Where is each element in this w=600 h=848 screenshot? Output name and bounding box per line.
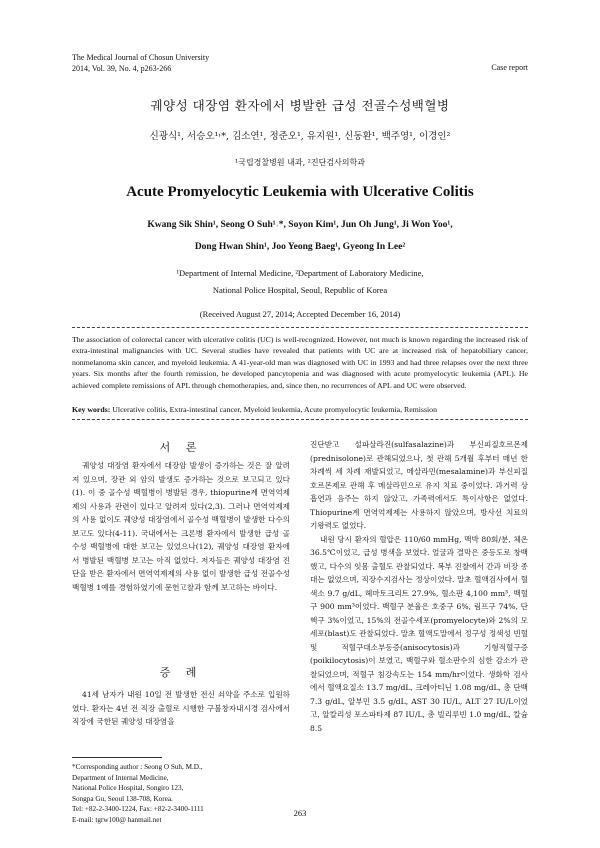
right-column	[310, 438, 528, 735]
case-heading: 증 례	[159, 666, 203, 679]
korean-title: 궤양성 대장염 환자에서 병발한 급성 전골수성백혈병	[150, 98, 450, 113]
english-affiliation-line2: National Police Hospital, Seoul, Republic of Korea	[212, 285, 388, 295]
english-affiliation-line1: ¹Department of Internal Medicine, ²Department of Laboratory Medicine,	[176, 268, 424, 278]
footnote-line: Department of Internal Medicine,	[72, 773, 169, 782]
intro-paragraph: 궤양성 대장염 환자에서 대장암 발생이 증가하는 것은 잘 알려져 있으며, 장관 외 암의 발생도 증가하는 것으로 보고되고 있다(1). 이 중 골수성 백혈병이 병발된 경우, thiopurine계 면역억제제의 사용과 관련이 있다고 알려져 있다(2,3). 그러나 면역억제제의 사용 없이도 궤양성 대장염에서 골수성 백혈병이 발생한 다수의 보고도 있다(4-11). 국내에서는 크론병 환자에서 발생한 급성 골수성 백혈병에 대한 보고는 있었으나(12), 궤양성 대장염 환자에서 병발된 백혈병 보고는 아직 없었다. 저자들은 궤양성 대장염 진단을 받은 환자에서 면역억제제의 사용 없이 발생한 급성 전골수성 백혈병 1예를 경험하였기에 문헌고찰과 함께 보고하는 바이다.	[72, 461, 290, 592]
journal-name: The Medical Journal of Chosun University	[72, 53, 210, 62]
english-affiliation	[0, 265, 600, 299]
received-dates: (Received August 27, 2014; Accepted December 16, 2014)	[199, 309, 401, 319]
article-type: Case report	[491, 63, 528, 72]
abstract-text: The association of colorectal cancer with ulcerative colitis (UC) is well-recognized. However, not much is known regarding the increased risk of extra-intestinal malignancies with UC. Several studies have revealed that patients with UC are at increased risk of hepatobiliary cancer, nonmelanoma skin cancer, and myeloid leukemia. A 41-year-old man was diagnosed with UC in 1993 and had three relapses over the next three years. Six months after the fourth remission, he developed pancytopenia and was diagnosed with acute promyelocytic leukemia (APL). He achieved complete remissions of APL through chemotherapies, and, since then, no recurrences of APL and UC were observed.	[72, 335, 528, 390]
footnote-rule	[72, 757, 162, 758]
footnote-line: Tel: +82-2-3400-1224, Fax: +82-2-3400-1111	[72, 805, 204, 814]
right-paragraph-1: 진단받고 설파살라진(sulfasalazine)과 부신피질호르몬제(prednisolone)로 관해되었으나, 첫 관해 5개월 후부터 매년 한 차례씩 세 차례 재발되었고, 메살라민(mesalamine)과 부신피질호르몬제로 관해 후 메살라민으로 유지 치료 중이었다. 과거력 상 흡연과 음주는 하지 않았고, 가족력에서도 특이사항은 없었다. Thiopurine계 면역억제제는 사용하지 않았으며, 방사선 치료의 기왕력도 없었다.	[310, 440, 528, 530]
journal-volume: 2014, Vol. 39, No. 4, p263-266	[72, 64, 172, 73]
korean-affiliation: ¹국립경찰병원 내과, ²진단검사의학과	[235, 158, 365, 167]
case-text	[72, 688, 290, 729]
abstract-bottom-rule	[72, 419, 528, 420]
keywords	[72, 404, 528, 415]
page-number: 263	[293, 808, 307, 818]
abstract-top-rule	[72, 327, 528, 328]
english-title: Acute Promyelocytic Leukemia with Ulcerative Colitis	[126, 184, 474, 200]
right-paragraph-2: 내원 당시 환자의 혈압은 110/60 mmHg, 맥박 80회/분, 체온 36.5℃이었고, 급성 병색을 보였다. 얼굴과 결막은 중등도로 창백했고, 다수의 잇몸 출혈도 관찰되었다. 복부 진찰에서 간과 비장 종대는 없었으며, 직장수지검사는 정상이었다. 말초 혈액검사에서 혈색소 9.7 g/dL, 헤마토크리트 27.9%, 혈소판 4,100 mm³, 백혈구 900 mm³이었다. 백혈구 분율은 호중구 6%, 림프구 74%, 단핵구 3%이었고, 15%의 전골수세포(promyelocyte)와 2%의 모세포(blast)도 관찰되었다. 말초 혈액도말에서 정구성 정색성 빈혈 및 적혈구대소부동증(anisocytosis)과 기형적혈구증(poikilocytosis)이 보였고, 백혈구와 혈소판수의 심한 감소가 관찰되었으며, 적혈구 침강속도는 154 mm/hr이었다. 생화학 검사에서 혈액요질소 13.7 mg/dL, 크레아티닌 1.08 mg/dL, 총 단백 7.3 g/dL, 알부민 3.5 g/dL, AST 30 IU/L, ALT 27 IU/L이었고, 알칼리성 포스파타제 87 IU/L, 총 빌리루빈 1.0 mg/dL, 칼슘 8.5	[310, 534, 528, 733]
case-paragraph: 41세 남자가 내원 10일 전 발생한 전신 쇠약을 주소로 입원하였다. 환자는 4년 전 직장 출혈로 시행한 구불창자내시경 검사에서 직장에 국한된 궤양성 대장염을	[72, 690, 290, 726]
english-authors-line1: Kwang Sik Shin¹, Seong O Suh¹˒*, Soyon Kim¹, Jun Oh Jung¹, Ji Won Yoo¹,	[147, 220, 453, 230]
intro-heading: 서 론	[159, 441, 203, 454]
footnote-line: *Corresponding author : Seong O Suh, M.D.,	[72, 763, 203, 771]
journal-info	[72, 52, 209, 74]
keywords-label: Key words:	[72, 405, 111, 414]
korean-authors: 신광식¹, 서승오¹˒*, 김소연¹, 정준오¹, 유지원¹, 신동환¹, 백주영¹, 이경인²	[149, 131, 451, 142]
footnote-line: Songpa Gu, Seoul 138-708, Korea.	[72, 794, 173, 803]
intro-text	[72, 459, 290, 594]
english-authors-line2: Dong Hwan Shin¹, Joo Yeong Baeg¹, Gyeong In Lee²	[194, 242, 406, 252]
keywords-list: Ulcerative colitis, Extra-intestinal cancer, Myeloid leukemia, Acute promyelocytic leukemia, Remission	[112, 405, 437, 414]
footnote-email[interactable]: E-mail: tgrw100@ hanmail.net	[72, 815, 162, 824]
footnote-line: National Police Hospital, Songiro 123,	[72, 784, 184, 793]
english-authors	[0, 214, 600, 258]
